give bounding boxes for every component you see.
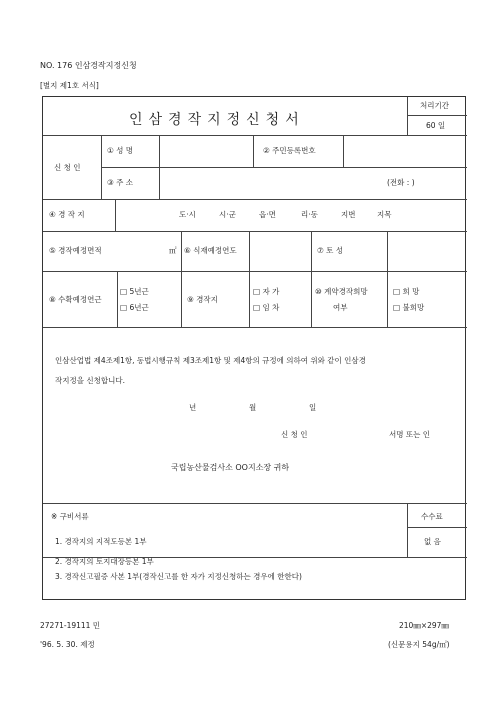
contract-label: ⑩ 계약경작희망 <box>315 287 368 296</box>
land-unit-village: 리·동 <box>301 210 318 219</box>
application-form <box>42 96 466 600</box>
harvest-year-label: ⑧ 수확예정연근 <box>49 295 102 304</box>
name-label: ① 성 명 <box>107 146 133 155</box>
applicant-label: 신 청 인 <box>54 163 81 172</box>
contract-option-yes[interactable]: □ 희 망 <box>393 287 420 296</box>
land-unit-lot: 지번 <box>341 210 356 219</box>
resident-number-field[interactable] <box>345 137 465 165</box>
area-label: ⑤ 경작예정면적 <box>49 246 102 255</box>
required-docs-label: ※ 구비서류 <box>51 512 89 521</box>
paper-type: (신문용지 54g/㎡) <box>388 640 450 649</box>
signature-applicant: 신 청 인 <box>281 430 308 439</box>
date-year: 년 <box>189 403 197 412</box>
date-month: 월 <box>249 403 257 412</box>
enactment-date: '96. 5. 30. 제정 <box>40 640 95 649</box>
soil-label: ⑦ 토 성 <box>317 246 343 255</box>
contract-label-sub: 여부 <box>333 303 348 312</box>
land-unit-category: 지목 <box>377 210 392 219</box>
phone-label: (전화 : ) <box>387 178 415 187</box>
land-unit-province: 도·시 <box>179 210 196 219</box>
harvest-option-5yr[interactable]: □ 5년근 <box>120 287 149 296</box>
form-title: 인삼경작지정신청서 <box>129 112 305 128</box>
address-field[interactable] <box>161 169 381 197</box>
land-unit-city: 시·군 <box>219 210 236 219</box>
fee-label: 수수료 <box>421 512 443 521</box>
fee-value: 없 음 <box>424 537 441 546</box>
required-doc-2: 2. 경작지의 토지대장등본 1부 <box>55 557 154 566</box>
recipient: 국립농산물검사소 OO지소장 귀하 <box>171 463 290 472</box>
processing-period-label: 처리기간 <box>420 101 449 110</box>
planting-year-label: ⑥ 식재예정연도 <box>184 246 237 255</box>
signature-note: 서명 또는 인 <box>389 430 430 439</box>
required-doc-3: 3. 경작신고필증 사본 1부(경작신고를 한 자가 지정신청하는 경우에 한한다) <box>55 572 302 581</box>
paper-size: 210㎜×297㎜ <box>399 621 449 630</box>
processing-period-value: 60 일 <box>426 121 446 130</box>
contract-option-no[interactable]: □ 불희망 <box>393 303 425 312</box>
annex-label: [별지 제1호 서식] <box>40 81 99 90</box>
area-unit: ㎡ <box>169 246 177 255</box>
name-field[interactable] <box>161 137 251 165</box>
harvest-option-6yr[interactable]: □ 6년근 <box>120 303 149 312</box>
form-number: NO. 176 인삼경작지정신청 <box>40 61 137 70</box>
cultivator-option-own[interactable]: □ 자 가 <box>253 287 280 296</box>
form-code: 27271-19111 민 <box>40 621 101 630</box>
declaration-line-2: 작지정을 신청합니다. <box>55 376 125 385</box>
resident-number-label: ② 주민등록번호 <box>263 146 316 155</box>
declaration-line-1: 인삼산업법 제4조제1항, 동법시행규칙 제3조제1항 및 제4항의 규정에 의하여 위와 같이 인삼경 <box>55 356 366 365</box>
land-label: ④ 경 작 지 <box>49 210 85 219</box>
cultivator-option-lease[interactable]: □ 임 차 <box>253 303 280 312</box>
land-unit-town: 읍·면 <box>259 210 276 219</box>
cultivator-label: ⑨ 경작지 <box>187 295 218 304</box>
date-day: 일 <box>309 403 317 412</box>
address-label: ③ 주 소 <box>107 178 133 187</box>
required-doc-1: 1. 경작지의 지적도등본 1부 <box>55 537 147 546</box>
